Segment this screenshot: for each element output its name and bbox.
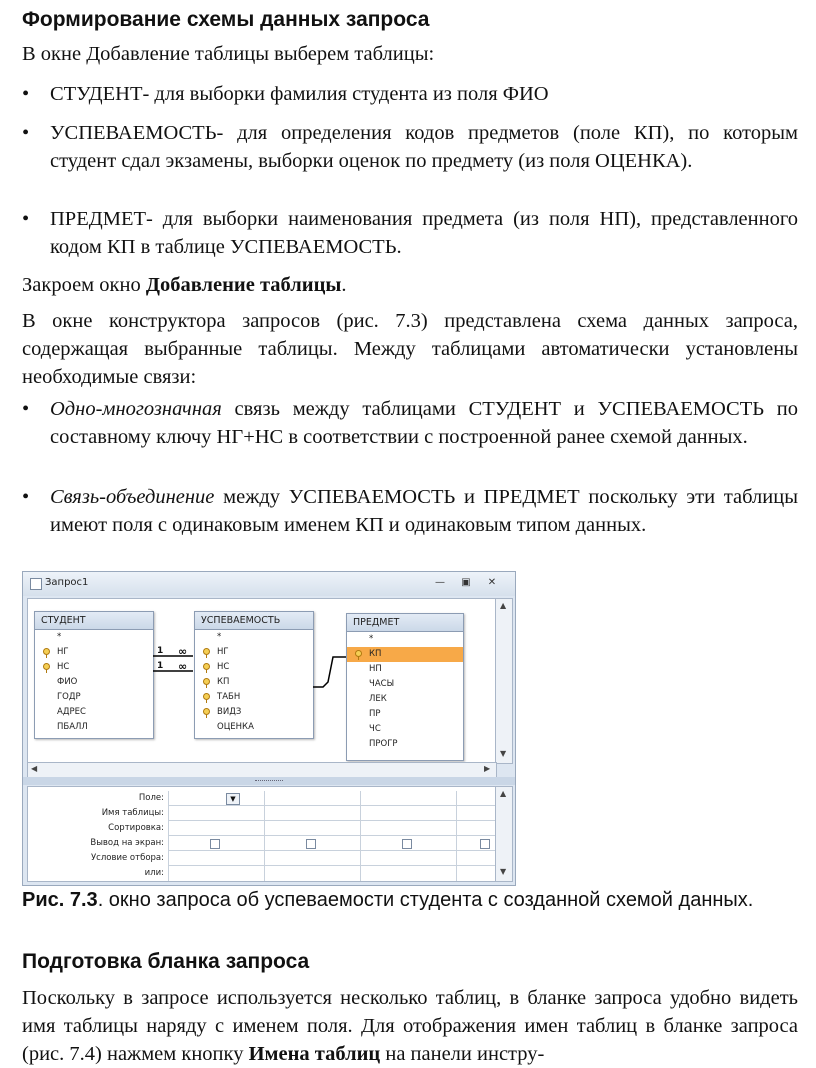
bullet-text: УСПЕВАЕМОСТЬ- для определения кодов предметов (поле КП), по которым студент сдал экзамены, выборки оценок по предмету (из поля ОЦЕНКА). <box>50 122 798 172</box>
grid-label-sort: Сортировка: <box>108 823 164 833</box>
table-header: ПРЕДМЕТ <box>347 614 463 632</box>
field-item[interactable]: АДРЕС <box>57 707 86 717</box>
paragraph-intro: В окне Добавление таблицы выберем таблицы: <box>22 43 435 65</box>
table-header: СТУДЕНТ <box>35 612 153 630</box>
grid-label-or: или: <box>144 868 164 878</box>
bullet-join: • Связь-объединение между УСПЕВАЕМОСТЬ и ПРЕДМЕТ поскольку эти таблицы имеют поля с одинаковым именем КП и одинаковым типом данных. <box>22 486 798 536</box>
field-item[interactable]: ПРОГР <box>369 739 398 749</box>
text: Закроем окно <box>22 274 146 296</box>
paragraph-close-window <box>22 271 798 299</box>
figure-caption <box>22 887 798 913</box>
show-checkbox[interactable] <box>480 839 490 849</box>
text: связь между таблицами СТУДЕНТ и УСПЕВАЕМОСТЬ по составному ключу НГ+НС в соответствии с построенной ранее схемой данных. <box>50 398 798 448</box>
scroll-right-icon[interactable]: ▶ <box>484 764 491 773</box>
field-item[interactable]: ФИО <box>57 677 78 687</box>
grid-row-divider <box>168 820 496 821</box>
show-checkbox[interactable] <box>306 839 316 849</box>
bullet-one-many: • Одно-многозначная связь между таблицами СТУДЕНТ и УСПЕВАЕМОСТЬ по составному ключу НГ+НС в соответствии с построенной ранее схемой данных. <box>22 398 798 448</box>
grid-row-divider <box>168 850 496 851</box>
splitter-grip <box>255 780 283 783</box>
italic-term: Связь-объединение <box>50 486 215 508</box>
scroll-left-icon[interactable]: ◀ <box>31 764 38 773</box>
section-heading: Формирование схемы данных запроса <box>22 8 430 31</box>
query-window <box>22 571 516 886</box>
relationship-lines <box>28 599 496 763</box>
field-label: КП <box>369 649 382 659</box>
field-label: ВИДЗ <box>217 707 242 717</box>
field-item[interactable]: * <box>57 632 62 642</box>
bullet-predmet: • ПРЕДМЕТ- для выборки наименования предмета (из поля НП), представленного кодом КП в таблице УСПЕВАЕМОСТЬ. <box>22 205 798 261</box>
field-label: КП <box>217 677 230 687</box>
field-label: ТАБН <box>217 692 241 702</box>
query-grid <box>27 786 497 882</box>
close-icon[interactable]: ✕ <box>487 577 497 588</box>
show-checkbox[interactable] <box>210 839 220 849</box>
paragraph-table-names <box>22 984 798 1068</box>
bullet-student: • СТУДЕНТ- для выборки фамилия студента из поля ФИО <box>22 80 798 108</box>
field-item[interactable]: НП <box>369 664 382 674</box>
grid-label-criteria: Условие отбора: <box>90 853 164 863</box>
scroll-up-icon[interactable]: ▲ <box>500 601 507 610</box>
relation-one-label: 1 <box>157 646 164 656</box>
field-item[interactable]: ЛЕК <box>369 694 387 704</box>
text: между УСПЕВАЕМОСТЬ и ПРЕДМЕТ поскольку эти таблицы имеют поля с одинаковым именем КП и одинаковым типом данных. <box>50 486 798 536</box>
grid-label-field: Поле: <box>138 793 164 803</box>
pane-splitter[interactable] <box>23 777 515 785</box>
text: . <box>341 274 347 296</box>
bold-text: Имена таблиц <box>248 1043 381 1065</box>
field-item[interactable]: ПР <box>369 709 381 719</box>
field-label: НГ <box>57 647 69 657</box>
title-bar <box>23 572 515 596</box>
schema-vertical-scrollbar[interactable] <box>495 598 513 764</box>
window-title: Запрос1 <box>45 577 89 588</box>
bullet-uspevaemost: • УСПЕВАЕМОСТЬ- для определения кодов предметов (поле КП), по которым студент сдал экзамены, выборки оценок по предмету (из поля ОЦЕНКА). <box>22 119 798 175</box>
field-label: НС <box>57 662 70 672</box>
relation-many-label: ∞ <box>178 660 188 673</box>
restore-icon[interactable]: ▣ <box>461 577 471 588</box>
grid-label-table: Имя таблицы: <box>101 808 164 818</box>
caption-label: Рис. 7.3 <box>22 889 98 911</box>
grid-row-divider <box>168 805 496 806</box>
scroll-up-icon[interactable]: ▲ <box>500 789 507 798</box>
grid-vertical-scrollbar[interactable] <box>495 786 513 882</box>
schema-horizontal-scrollbar[interactable] <box>27 762 497 778</box>
caption-text: . окно запроса об успеваемости студента с созданной схемой данных. <box>97 889 754 911</box>
grid-label-show: Вывод на экран: <box>90 838 164 848</box>
field-item[interactable]: ПБАЛЛ <box>57 722 88 732</box>
schema-pane <box>27 598 497 764</box>
relation-line-kp <box>313 657 346 687</box>
grid-row-divider <box>168 835 496 836</box>
field-item[interactable]: ОЦЕНКА <box>217 722 254 732</box>
field-item[interactable]: * <box>369 634 374 644</box>
bullet-text: ПРЕДМЕТ- для выборки наименования предмета (из поля НП), представленного кодом КП в таблице УСПЕВАЕМОСТЬ. <box>50 208 798 258</box>
italic-term: Одно-многозначная <box>50 398 222 420</box>
bold-text: Добавление таблицы <box>145 274 342 296</box>
bullet-text: СТУДЕНТ- для выборки фамилия студента из поля ФИО <box>50 83 549 105</box>
minimize-icon[interactable]: — <box>435 577 445 588</box>
field-label: НГ <box>217 647 229 657</box>
field-item[interactable]: ЧС <box>369 724 381 734</box>
field-dropdown-button[interactable]: ▼ <box>226 793 240 805</box>
field-item[interactable]: * <box>217 632 222 642</box>
table-header: УСПЕВАЕМОСТЬ <box>195 612 313 630</box>
show-checkbox[interactable] <box>402 839 412 849</box>
field-item[interactable]: ЧАСЫ <box>369 679 395 689</box>
paragraph-constructor: В окне конструктора запросов (рис. 7.3) представлена схема данных запроса, содержащая выбранные таблицы. Между таблицами автоматически установлены необходимые связи: <box>22 310 798 388</box>
grid-row-divider <box>168 865 496 866</box>
relation-one-label: 1 <box>157 661 164 671</box>
section-heading: Подготовка бланка запроса <box>22 950 310 973</box>
scroll-down-icon[interactable]: ▼ <box>500 749 507 758</box>
field-label: НС <box>217 662 230 672</box>
relation-many-label: ∞ <box>178 645 188 658</box>
text: Поскольку в запросе используется несколько таблиц, в бланке запроса удобно видеть имя таблицы наряду с именем поля. Для отображения имен таблиц в бланке запроса (рис. 7.4) нажмем кнопку <box>22 987 798 1065</box>
field-item[interactable]: ГОДР <box>57 692 81 702</box>
scroll-down-icon[interactable]: ▼ <box>500 867 507 876</box>
text: на панели инстру- <box>380 1043 545 1065</box>
query-icon <box>30 578 42 590</box>
